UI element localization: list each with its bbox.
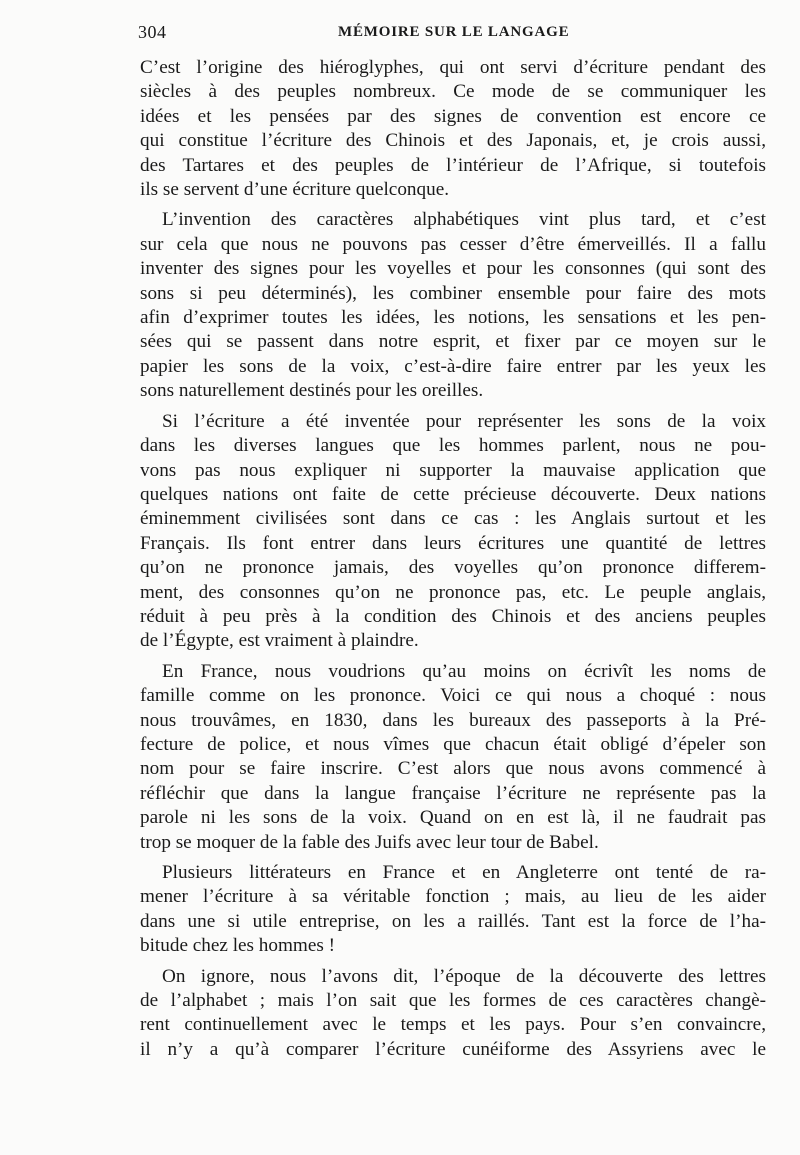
text-line: L’invention des caractères alphabétiques vint plus tard, et c’est (162, 209, 766, 231)
text-line: C’est l’origine des hiéroglyphes, qui ont servi d’écriture pendant des (140, 57, 766, 78)
text-line: il n’y a qu’à comparer l’écriture cunéiforme des Assyriens avec le (140, 1038, 766, 1060)
paragraph (140, 861, 766, 959)
text-line: Plusieurs littérateurs en France et en Angleterre ont tenté de ra- (162, 862, 766, 883)
text-line: ils se servent d’une écriture quelconque. (140, 179, 450, 201)
paragraph (140, 56, 766, 202)
text-line: sées qui se passent dans notre esprit, et fixer par ce moyen sur le (140, 331, 766, 353)
text-line: Français. Ils font entrer dans leurs écritures une quantité de lettres (140, 532, 766, 554)
running-title: MÉMOIRE SUR LE LANGAGE (338, 24, 570, 40)
text-line: mener l’écriture à sa véritable fonction ; mais, au lieu de les aider (140, 886, 766, 908)
paragraph (140, 410, 766, 654)
text-line: vons pas nous expliquer ni supporter la mauvaise application que (140, 459, 766, 481)
text-line: dans les diverses langues que les hommes parlent, nous ne pou- (140, 435, 766, 457)
text-line: quelques nations ont faite de cette précieuse découverte. Deux nations (140, 483, 766, 505)
text-line: sons naturellement destinés pour les oreilles. (140, 380, 484, 402)
text-line: En France, nous voudrions qu’au moins on écrivît les noms de (162, 660, 766, 682)
text-line: rent continuellement avec le temps et les pays. Pour s’en convaincre, (140, 1014, 766, 1036)
text-line: des Tartares et des peuples de l’intérieur de l’Afrique, si toutefois (140, 154, 766, 176)
text-line: On ignore, nous l’avons dit, l’époque de la découverte des lettres (162, 965, 766, 987)
body-text (140, 56, 766, 1068)
text-line: Si l’écriture a été inventée pour représenter les sons de la voix (162, 410, 766, 432)
text-line: afin d’exprimer toutes les idées, les notions, les sensations et les pen- (140, 307, 766, 329)
paragraph (140, 965, 766, 1063)
text-line: réduit à peu près à la condition des Chinois et des anciens peuples (140, 605, 766, 627)
text-line: siècles à des peuples nombreux. Ce mode de se communiquer les (140, 81, 766, 103)
page-number: 304 (138, 22, 167, 42)
paragraph (140, 208, 766, 403)
text-line: de l’Égypte, est vraiment à plaindre. (140, 630, 419, 652)
text-line: de l’alphabet ; mais l’on sait que les formes de ces caractères changè- (140, 990, 766, 1012)
text-line: sur cela que nous ne pouvons pas cesser d’être émerveillés. Il a fallu (140, 233, 766, 255)
text-line: papier les sons de la voix, c’est-à-dire faire entrer par les yeux les (140, 355, 766, 377)
text-line: famille comme on les prononce. Voici ce qui nous a choqué : nous (140, 685, 766, 707)
text-line: ment, des consonnes qu’on ne prononce pas, etc. Le peuple anglais, (140, 581, 766, 603)
text-line: qui constitue l’écriture des Chinois et des Japonais, et, je crois aussi, (140, 130, 766, 152)
paragraph (140, 660, 766, 855)
text-line: sons si peu déterminés), les combiner ensemble pour faire des mots (140, 282, 766, 304)
text-line: dans une si utile entreprise, on les a raillés. Tant est la force de l’ha- (140, 910, 766, 932)
text-line: qu’on ne prononce jamais, des voyelles qu’on prononce differem- (140, 557, 766, 579)
text-line: nous trouvâmes, en 1830, dans les bureaux des passeports à la Pré- (140, 709, 766, 731)
text-line: parole ni les sons de la voix. Quand on en est là, il ne faudrait pas (140, 807, 766, 829)
text-line: réfléchir que dans la langue française l’écriture ne représente pas la (140, 782, 766, 804)
text-line: trop se moquer de la fable des Juifs avec leur tour de Babel. (140, 831, 599, 853)
text-line: bitude chez les hommes ! (140, 935, 336, 957)
text-line: inventer des signes pour les voyelles et pour les consonnes (qui sont des (140, 258, 766, 280)
text-line: éminemment civilisées sont dans ce cas : les Anglais surtout et les (140, 508, 766, 530)
text-line: idées et les pensées par des signes de convention est encore ce (140, 105, 766, 127)
page-header (138, 22, 768, 50)
text-line: fecture de police, et nous vîmes que chacun était obligé d’épeler son (140, 733, 766, 755)
text-line: nom pour se faire inscrire. C’est alors que nous avons commencé à (140, 758, 766, 780)
